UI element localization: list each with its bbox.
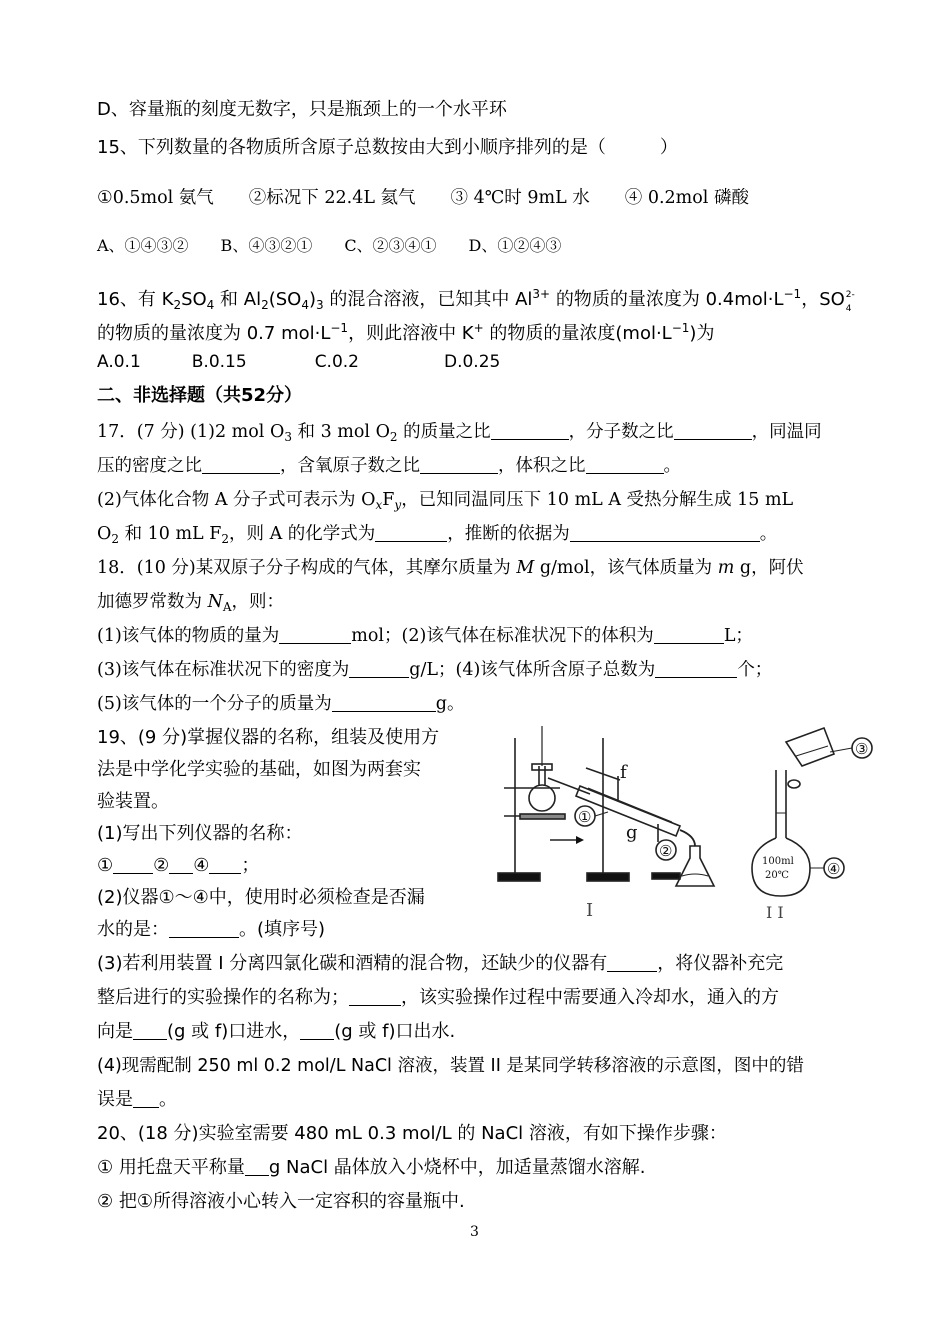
answer-blank[interactable]: [279, 625, 351, 644]
q15-items: ①0.5mol 氨气 ②标况下 22.4L 氦气 ③ 4℃时 9mL 水 ④ 0.2mol 磷酸: [97, 188, 749, 208]
q15-answers: A、①④③② B、④③②① C、②③④① D、①②④③: [97, 236, 562, 255]
label-I: I: [586, 900, 594, 921]
q19-line6: (2)仪器①～④中，使用时必须检查是否漏: [97, 887, 425, 908]
page-number: 3: [470, 1224, 479, 1240]
label-3: ③: [855, 740, 869, 758]
heating-mat: [520, 814, 565, 819]
q19-line12: 误是 。: [97, 1089, 177, 1110]
q17-line4: $O_2$ 和 10 mL $F_2$，则 A 的化学式为 ，推断的依据为 。: [97, 524, 778, 546]
answer-blank[interactable]: [570, 523, 760, 542]
answer-blank[interactable]: [113, 855, 153, 874]
distilling-flask: [529, 785, 555, 811]
flask-volume-label: 100ml: [762, 856, 794, 867]
q19-line4: (1)写出下列仪器的名称：: [97, 823, 303, 844]
answer-blank[interactable]: [332, 693, 436, 712]
answer-blank[interactable]: [169, 855, 193, 874]
flask-temp-label: 20℃: [765, 870, 789, 881]
apparatus-figure: [490, 718, 890, 930]
q20-line3: ② 把①所得溶液小心转入一定容积的容量瓶中.: [97, 1191, 465, 1212]
q19-line8: (3)若利用装置 I 分离四氯化碳和酒精的混合物，还缺少的仪器有 ，将仪器补充完: [97, 953, 784, 974]
q18-line3: (1)该气体的物质的量为 mol；(2)该气体在标准状况下的体积为 L；: [97, 626, 753, 646]
q17-line2: 压的密度之比 ，含氧原子数之比 ，体积之比 。: [97, 456, 681, 476]
answer-blank[interactable]: [349, 987, 401, 1006]
receiving-flask: [676, 846, 714, 886]
q19-line7: 水的是： 。(填序号): [97, 919, 326, 940]
q19-line10: 向是 (g 或 f)口进水， (g 或 f)口出水.: [97, 1021, 456, 1042]
stand-base: [587, 873, 629, 881]
q18-line4: (3)该气体在标准状况下的密度为 g/L；(4)该气体所含原子总数为 个；: [97, 660, 773, 680]
answer-blank[interactable]: [607, 953, 657, 972]
answer-blank[interactable]: [674, 421, 752, 440]
q16-line1: 16、有 $K_2SO_4$ 和 $Al_2(SO_4)_3$ 的混合溶液，已知其中 $Al^{3+}$ 的物质的量浓度为 $0.4mol\cdot L^{-1}$，SO 2- 4: [97, 287, 855, 314]
answer-blank[interactable]: [209, 855, 241, 874]
q16-line2: 的物质的量浓度为 0.7 $mol\cdot L^{-1}$，则此溶液中 K+ 的物质的量浓度$(mol\cdot L^{-1})$为: [97, 321, 715, 344]
stopper: [788, 780, 800, 788]
answer-blank[interactable]: [491, 421, 569, 440]
answer-blank[interactable]: [245, 1157, 269, 1176]
answer-blank[interactable]: [375, 523, 447, 542]
apparatus-ii: [752, 728, 872, 922]
q20-line1: 20、(18 分)实验室需要 480 mL 0.3 mol/L 的 NaCl 溶液，有如下操作步骤：: [97, 1123, 727, 1144]
answer-blank[interactable]: [654, 625, 724, 644]
label-f: f: [620, 762, 627, 783]
label-1: ①: [578, 808, 592, 826]
q19-line5: ① ② ④ ；: [97, 855, 260, 876]
stand-base: [498, 873, 540, 881]
q18-line5: (5)该气体的一个分子的质量为 g。: [97, 694, 465, 714]
q18-line1: 18．(10 分)某双原子分子构成的气体，其摩尔质量为 M g/mol，该气体质量为 m g，阿伏: [97, 558, 804, 578]
label-g: g: [626, 822, 638, 843]
beaker: [786, 728, 834, 766]
label-4: ④: [827, 860, 841, 878]
q19-line1: 19、(9 分)掌握仪器的名称，组装及使用方: [97, 727, 440, 748]
answer-blank[interactable]: [133, 1089, 159, 1108]
label-2: ②: [659, 842, 673, 860]
volumetric-flask: [752, 838, 810, 896]
answer-blank[interactable]: [300, 1021, 334, 1040]
q18-line2: 加德罗常数为 $N_A$，则：: [97, 592, 285, 614]
section-2-title: 二、非选择题（共52分）: [97, 385, 303, 406]
q15-stem: 15、下列数量的各物质所含原子总数按由大到小顺序排列的是（ ）: [97, 137, 678, 158]
answer-blank[interactable]: [655, 659, 737, 678]
q20-line2: ① 用托盘天平称量 g NaCl 晶体放入小烧杯中，加适量蒸馏水溶解.: [97, 1157, 646, 1178]
answer-blank[interactable]: [133, 1021, 167, 1040]
apparatus-i: [498, 726, 714, 921]
answer-blank[interactable]: [420, 455, 498, 474]
label-II: I I: [766, 903, 784, 922]
q17-line3: (2)气体化合物 A 分子式可表示为 $O_xF_y$，已知同温同压下 10 mL A 受热分解生成 15 mL: [97, 490, 794, 512]
q19-line9: 整后进行的实验操作的名称为； ，该实验操作过程中需要通入冷却水，通入的方: [97, 987, 779, 1008]
q19-line3: 验装置。: [97, 791, 169, 812]
q16-answers: A.0.1 B.0.15 C.0.2 D.0.25: [97, 352, 501, 372]
answer-blank[interactable]: [349, 659, 409, 678]
answer-blank[interactable]: [202, 455, 280, 474]
q19-line2: 法是中学化学实验的基础，如图为两套实: [97, 759, 421, 780]
q19-line11: (4)现需配制 250 ml 0.2 mol/L NaCl 溶液，装置 II 是某同学转移溶液的示意图，图中的错: [97, 1056, 804, 1076]
q14-option-d: D、容量瓶的刻度无数字，只是瓶颈上的一个水平环: [97, 99, 507, 120]
answer-blank[interactable]: [586, 455, 664, 474]
answer-blank[interactable]: [169, 919, 239, 938]
q17-line1: 17．(7 分) (1)2 mol $O_3$ 和 3 mol $O_2$ 的质量之比 ，分子数之比 ，同温同: [97, 422, 822, 444]
